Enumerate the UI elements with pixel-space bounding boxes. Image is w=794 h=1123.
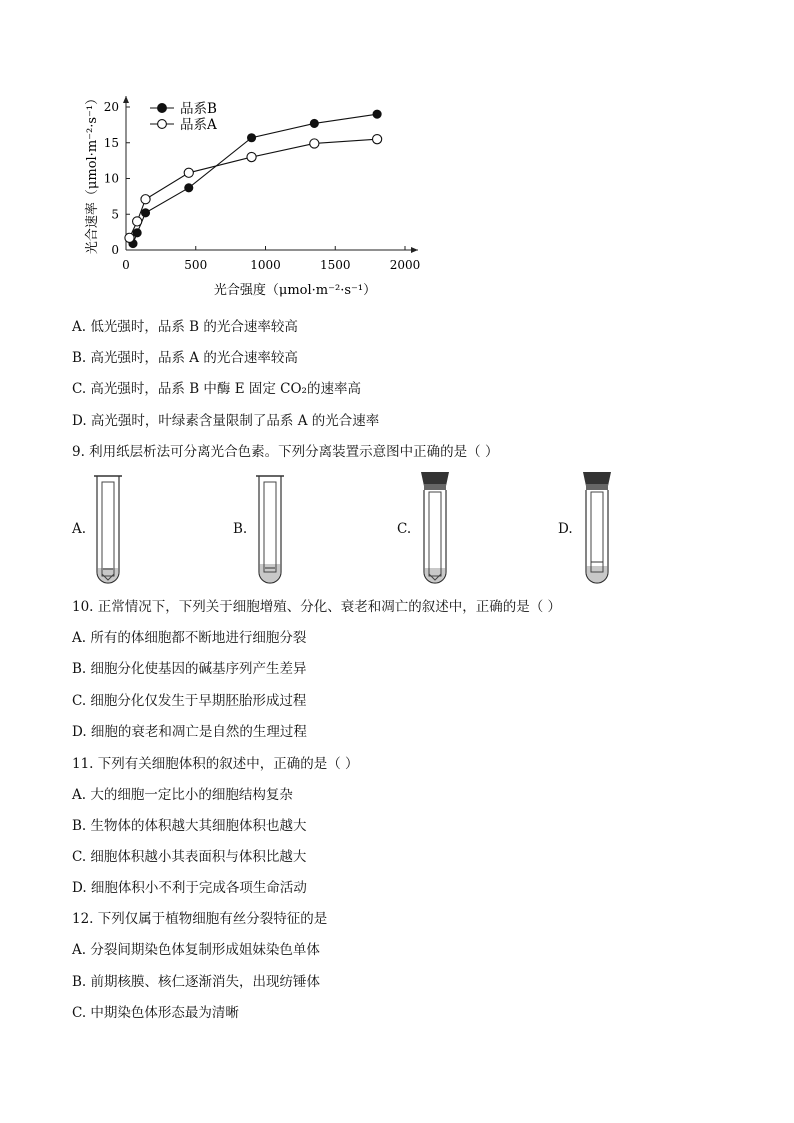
q9-figure-b — [254, 472, 288, 588]
q11-option-c: C. 细胞体积越小其表面积与体积比越大 — [72, 849, 307, 865]
point-a-4 — [247, 152, 256, 161]
y-axis-label: 光合速率（μmol·m⁻²·s⁻¹） — [85, 91, 100, 255]
legend-marker-1 — [158, 120, 167, 129]
q10-option-b: B. 细胞分化使基因的碱基序列产生差异 — [72, 661, 307, 677]
q11-option-a: A. 大的细胞一定比小的细胞结构复杂 — [72, 787, 293, 803]
x-axis-label: 光合强度（μmol·m⁻²·s⁻¹） — [213, 283, 377, 298]
q10-option-a: A. 所有的体细胞都不断地进行细胞分裂 — [72, 630, 307, 646]
point-b-5 — [310, 119, 318, 127]
photosynthesis-chart — [0, 0, 794, 310]
q9-label-c: C. — [397, 521, 412, 537]
x-tick-label: 1000 — [250, 258, 281, 272]
y-tick-label: 10 — [103, 171, 119, 186]
x-tick-label: 1500 — [319, 258, 351, 272]
point-a-1 — [133, 217, 142, 226]
q10-option-d: D. 细胞的衰老和凋亡是自然的生理过程 — [72, 724, 307, 740]
q8-option-b: B. 高光强时，品系 A 的光合速率较高 — [72, 350, 298, 366]
q11-option-d: D. 细胞体积小不利于完成各项生命活动 — [72, 880, 307, 896]
x-tick-label: 2000 — [389, 258, 421, 272]
point-a-2 — [141, 195, 150, 204]
point-a-0 — [125, 233, 134, 242]
point-b-4 — [248, 134, 256, 142]
q12-option-c: C. 中期染色体形态最为清晰 — [72, 1005, 239, 1021]
series-line-0 — [133, 114, 377, 243]
legend-marker-0 — [158, 104, 167, 113]
legend-label-1: 品系A — [180, 117, 217, 133]
y-tick-label: 5 — [111, 207, 119, 222]
q11-stem: 11. 下列有关细胞体积的叙述中，正确的是（ ） — [72, 756, 359, 772]
y-tick-label: 0 — [111, 243, 119, 257]
q9-figure-d — [580, 470, 614, 588]
q11-option-b: B. 生物体的体积越大其细胞体积也越大 — [72, 818, 307, 834]
point-b-6 — [373, 110, 381, 118]
q8-option-d: D. 高光强时，叶绿素含量限制了品系 A 的光合速率 — [72, 413, 380, 429]
q12-option-b: B. 前期核膜、核仁逐渐消失，出现纺锤体 — [72, 974, 321, 990]
q9-stem: 9. 利用纸层析法可分离光合色素。下列分离装置示意图中正确的是（ ） — [72, 444, 499, 460]
x-tick-label: 500 — [184, 258, 208, 272]
q8-option-a: A. 低光强时，品系 B 的光合速率较高 — [72, 319, 298, 335]
point-b-1 — [133, 229, 141, 237]
q8-option-c: C. 高光强时，品系 B 中酶 E 固定 CO₂的速率高 — [72, 381, 361, 397]
q9-figure-a — [92, 472, 126, 588]
q12-option-a: A. 分裂间期染色体复制形成姐妹染色单体 — [72, 942, 320, 958]
point-a-3 — [184, 168, 193, 177]
q9-label-b: B. — [233, 521, 248, 537]
y-axis-arrow — [123, 96, 129, 103]
point-a-5 — [310, 139, 319, 148]
x-axis-arrow — [411, 247, 418, 253]
q9-figure-c — [418, 470, 452, 588]
point-b-3 — [185, 184, 193, 192]
point-a-6 — [373, 135, 382, 144]
q9-label-d: D. — [558, 521, 573, 537]
q10-option-c: C. 细胞分化仅发生于早期胚胎形成过程 — [72, 693, 307, 709]
point-b-2 — [142, 209, 150, 217]
q10-stem: 10. 正常情况下，下列关于细胞增殖、分化、衰老和凋亡的叙述中，正确的是（ ） — [72, 599, 562, 615]
y-tick-label: 20 — [103, 100, 119, 114]
q9-label-a: A. — [72, 521, 87, 537]
legend-label-0: 品系B — [180, 101, 217, 117]
x-tick-label: 0 — [122, 258, 130, 272]
y-tick-label: 15 — [103, 135, 119, 150]
q12-stem: 12. 下列仅属于植物细胞有丝分裂特征的是 — [72, 911, 328, 927]
